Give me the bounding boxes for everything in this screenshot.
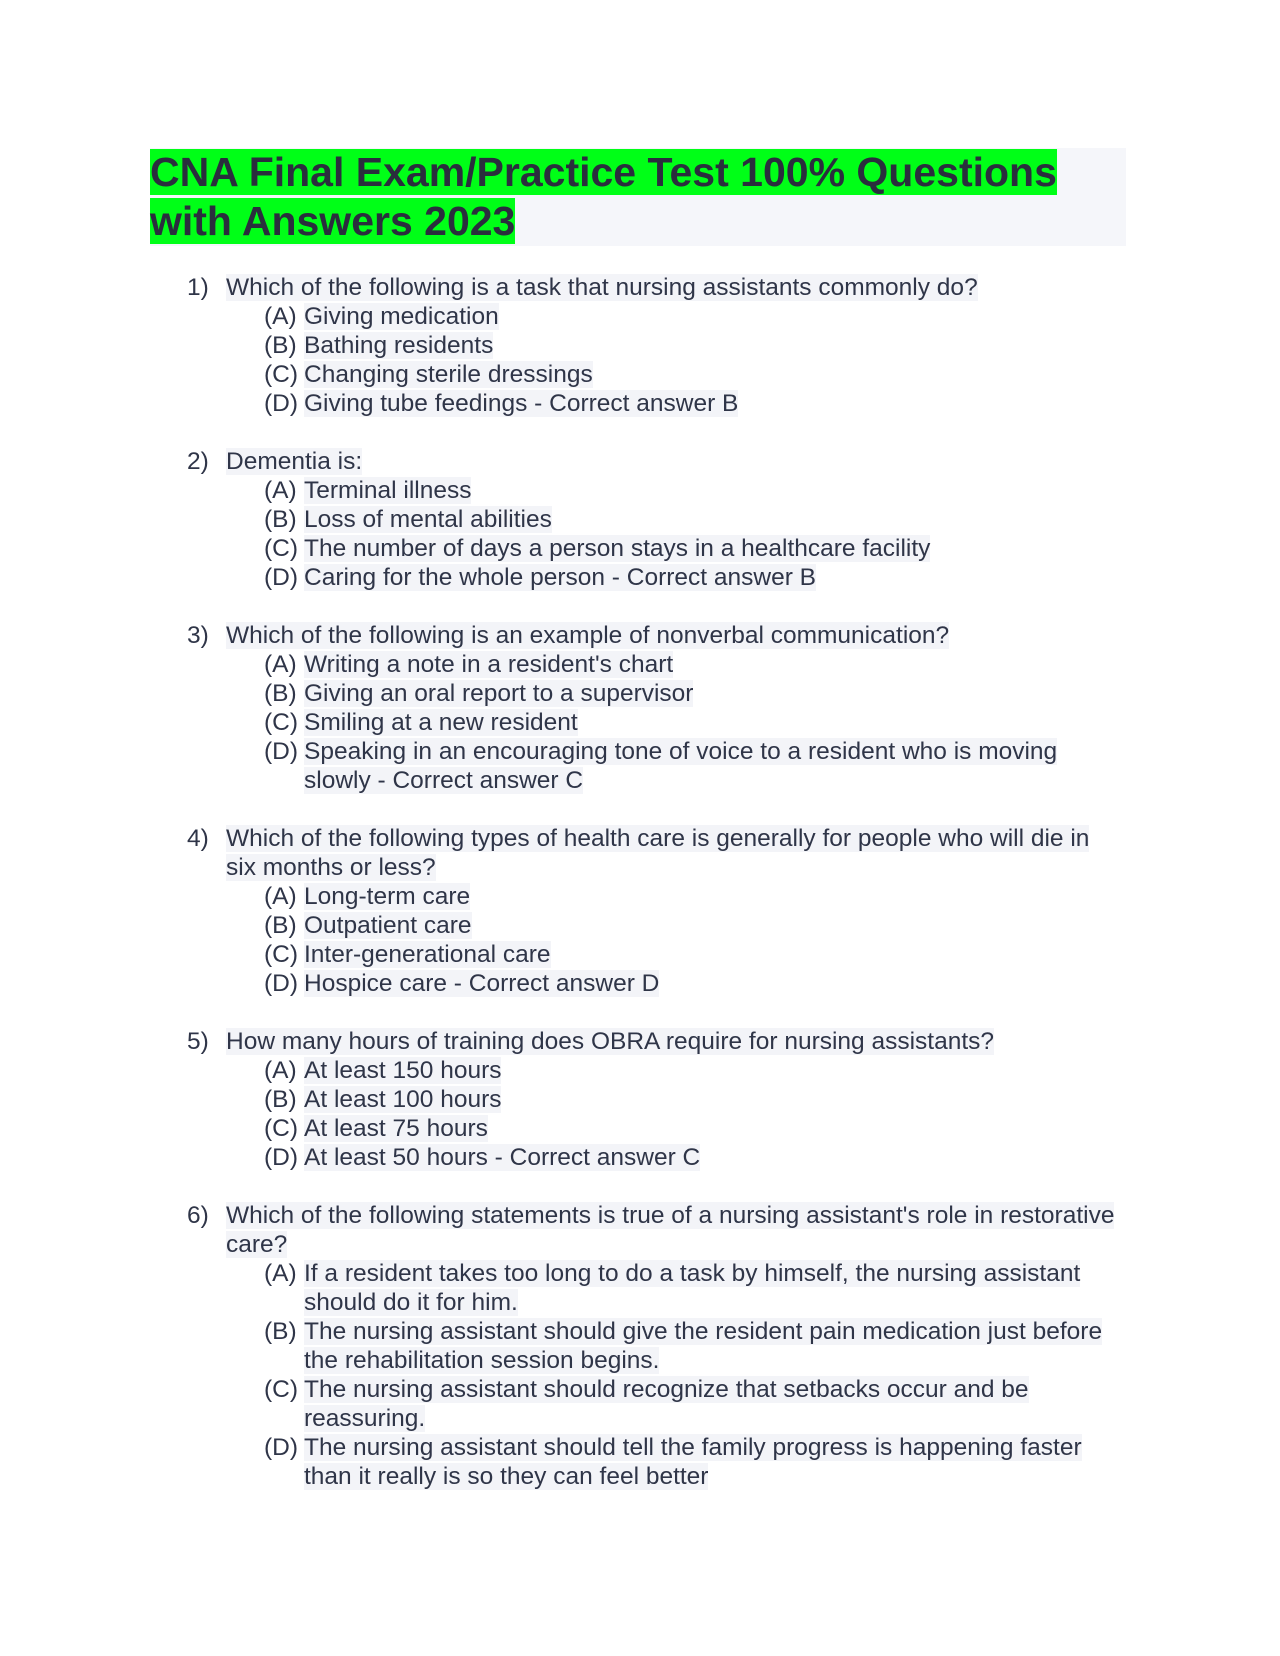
option-item [226,679,1126,708]
option-item [226,940,1126,969]
option-text: At least 150 hours [304,1057,502,1084]
option-item [226,476,1126,505]
question-text: Which of the following types of health care is generally for people who will die in six months or less? [226,825,1090,881]
option-item [226,1143,1126,1172]
option-text: Long-term care [304,883,471,910]
question-number: 6) [187,1202,209,1229]
option-letter: (D) [264,1144,299,1171]
question-number: 1) [187,274,209,301]
option-list [226,476,1126,592]
option-text: Speaking in an encouraging tone of voice to a resident who is moving slowly - Correct answer C [304,738,1058,794]
option-text: Changing sterile dressings [304,361,593,388]
option-text: The number of days a person stays in a healthcare facility [304,535,931,562]
option-item [226,708,1126,737]
option-letter: (D) [264,738,299,765]
option-text: Hospice care - Correct answer D [304,970,660,997]
option-letter: (A) [264,1057,297,1084]
option-item [226,505,1126,534]
option-item [226,650,1126,679]
option-letter: (B) [264,912,297,939]
question-text: Which of the following is a task that nursing assistants commonly do? [226,274,978,301]
option-item [226,563,1126,592]
option-text: The nursing assistant should give the resident pain medication just before the rehabilitation session begins. [304,1318,1103,1374]
option-letter: (A) [264,1260,297,1287]
option-text: Inter-generational care [304,941,551,968]
option-letter: (A) [264,651,297,678]
option-letter: (B) [264,680,297,707]
option-text: Terminal illness [304,477,472,504]
option-item [226,1433,1126,1491]
option-text: If a resident takes too long to do a task by himself, the nursing assistant should do it for him. [304,1260,1081,1316]
option-letter: (C) [264,361,299,388]
question-item [150,447,1126,592]
option-list [226,650,1126,795]
option-text: Giving tube feedings - Correct answer B [304,390,739,417]
option-item [226,737,1126,795]
option-list [226,1056,1126,1172]
option-text: Outpatient care [304,912,472,939]
question-number: 3) [187,622,209,649]
question-number: 4) [187,825,209,852]
question-item [150,824,1126,998]
option-list [226,302,1126,418]
option-item [226,389,1126,418]
question-item [150,273,1126,418]
question-number: 2) [187,448,209,475]
option-item [226,331,1126,360]
option-letter: (C) [264,709,299,736]
question-number: 5) [187,1028,209,1055]
option-text: Writing a note in a resident's chart [304,651,674,678]
document-title [150,148,1126,246]
option-item [226,302,1126,331]
option-item [226,1375,1126,1433]
option-letter: (D) [264,390,299,417]
option-item [226,1259,1126,1317]
option-letter: (C) [264,1376,299,1403]
option-letter: (D) [264,970,299,997]
option-list [226,1259,1126,1491]
option-letter: (B) [264,506,297,533]
option-letter: (C) [264,1115,299,1142]
option-text: Giving medication [304,303,499,330]
option-item [226,969,1126,998]
question-text: Which of the following is an example of nonverbal communication? [226,622,950,649]
option-letter: (A) [264,303,297,330]
option-letter: (D) [264,1434,299,1461]
option-text: Caring for the whole person - Correct answer B [304,564,816,591]
option-item [226,911,1126,940]
option-text: Smiling at a new resident [304,709,578,736]
question-item [150,1201,1126,1491]
option-letter: (B) [264,1318,297,1345]
option-text: Giving an oral report to a supervisor [304,680,694,707]
option-text: The nursing assistant should tell the family progress is happening faster than it really is so they can feel better [304,1434,1082,1490]
option-text: At least 75 hours [304,1115,488,1142]
option-item [226,360,1126,389]
question-text: Which of the following statements is true of a nursing assistant's role in restorative care? [226,1202,1115,1258]
option-item [226,882,1126,911]
option-letter: (A) [264,477,297,504]
option-list [226,882,1126,998]
option-text: At least 100 hours [304,1086,502,1113]
question-item [150,1027,1126,1172]
option-item [226,1085,1126,1114]
option-letter: (D) [264,564,299,591]
title-block [150,148,1126,246]
option-text: The nursing assistant should recognize that setbacks occur and be reassuring. [304,1376,1029,1432]
option-text: Loss of mental abilities [304,506,552,533]
option-letter: (C) [264,535,299,562]
question-list [150,273,1126,1520]
option-item [226,1114,1126,1143]
document-title-text: CNA Final Exam/Practice Test 100% Questions with Answers 2023 [150,149,1057,244]
option-item [226,534,1126,563]
option-letter: (B) [264,332,297,359]
question-item [150,621,1126,795]
question-text: Dementia is: [226,448,363,475]
option-text: Bathing residents [304,332,494,359]
question-text: How many hours of training does OBRA require for nursing assistants? [226,1028,995,1055]
option-item [226,1056,1126,1085]
option-text: At least 50 hours - Correct answer C [304,1144,701,1171]
option-letter: (A) [264,883,297,910]
option-item [226,1317,1126,1375]
option-letter: (B) [264,1086,297,1113]
option-letter: (C) [264,941,299,968]
